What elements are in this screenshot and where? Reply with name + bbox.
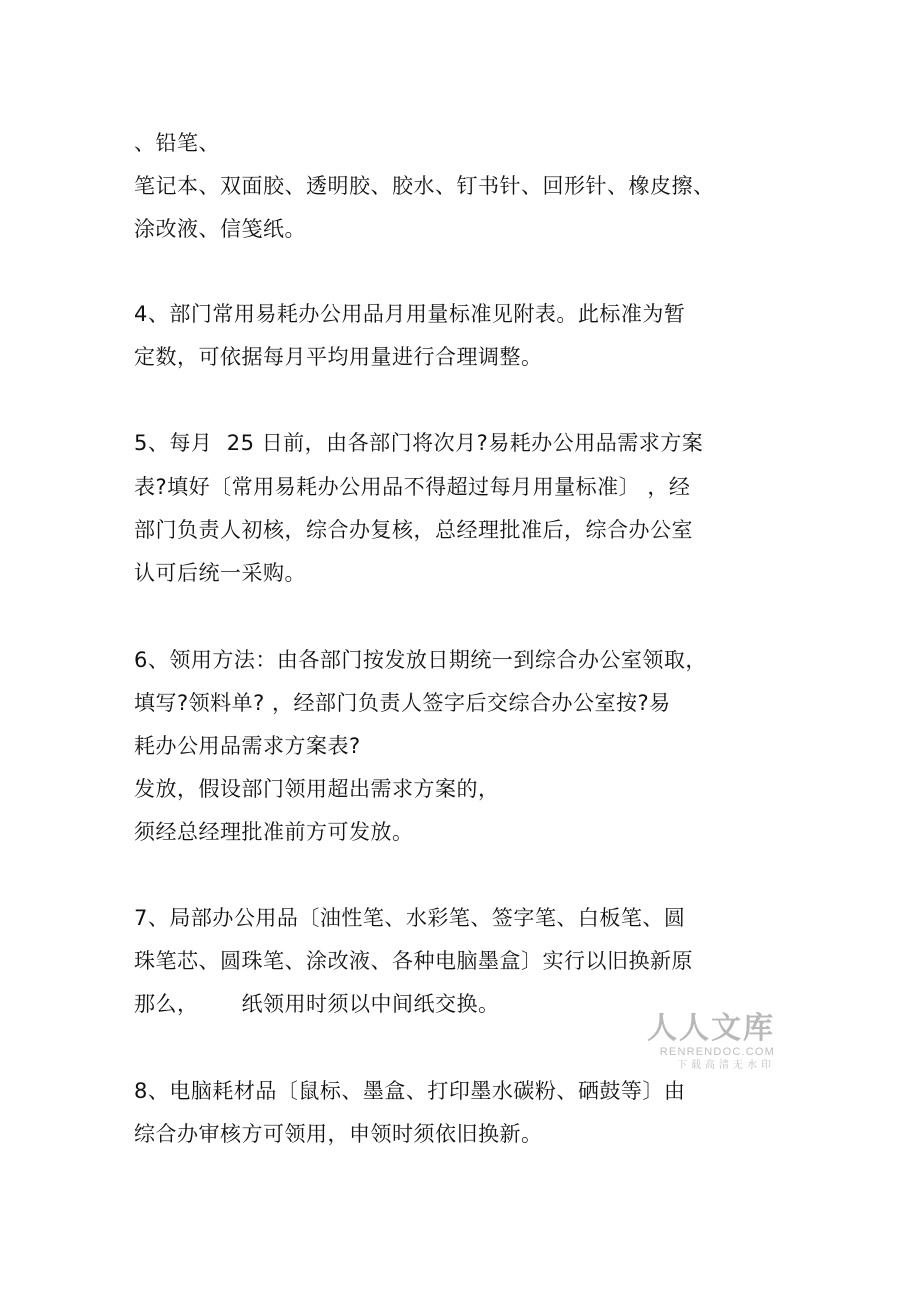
text-line: 7、局部办公用品〔油性笔、水彩笔、签字笔、白板笔、圆	[134, 906, 686, 930]
watermark-title: 人人文库	[647, 1011, 775, 1046]
watermark	[640, 1012, 775, 1072]
watermark-subtitle: 下载高清无水印	[677, 1060, 775, 1071]
text-line: 涂改液、信笺纸。	[134, 217, 306, 241]
text-line: 6、领用方法：由各部门按发放日期统一到综合办公室领取，	[134, 648, 707, 672]
text-line: 填写?领料单? ，经部门负责人签字后交综合办公室按?易	[134, 691, 671, 715]
text-line: 表?填好〔常用易耗办公用品不得超过每月用量标准〕 ，经	[134, 475, 691, 499]
text-line: 耗办公用品需求方案表?	[134, 734, 361, 758]
text-line: 5、每月 25 日前，由各部门将次月?易耗办公用品需求方案	[134, 431, 704, 455]
text-line: 珠笔芯、圆珠笔、涂改液、各种电脑墨盒〕实行以旧换新原	[134, 949, 693, 973]
text-line: 定数，可依据每月平均用量进行合理调整。	[134, 345, 543, 369]
text-line: 4、部门常用易耗办公用品月用量标准见附表。此标准为暂	[134, 302, 686, 326]
text-line: 、铅笔、	[134, 131, 220, 155]
text-line: 8、电脑耗材品〔鼠标、墨盒、打印墨水碳粉、硒鼓等〕由	[134, 1079, 686, 1103]
text-line: 发放，假设部门领用超出需求方案的，	[134, 777, 500, 801]
watermark-url: RENRENDOC.COM	[659, 1046, 775, 1058]
text-line: 部门负责人初核，综合办复核，总经理批准后，综合办公室	[134, 518, 693, 542]
text-line: 认可后统一采购。	[134, 561, 306, 585]
text-line: 须经总经理批准前方可发放。	[134, 820, 414, 844]
text-line: 那么， 纸领用时须以中间纸交换。	[134, 992, 500, 1016]
text-line: 综合办审核方可领用，申领时须依旧换新。	[134, 1122, 543, 1146]
text-line: 笔记本、双面胶、透明胶、胶水、钉书针、回形针、橡皮擦、	[134, 174, 715, 198]
